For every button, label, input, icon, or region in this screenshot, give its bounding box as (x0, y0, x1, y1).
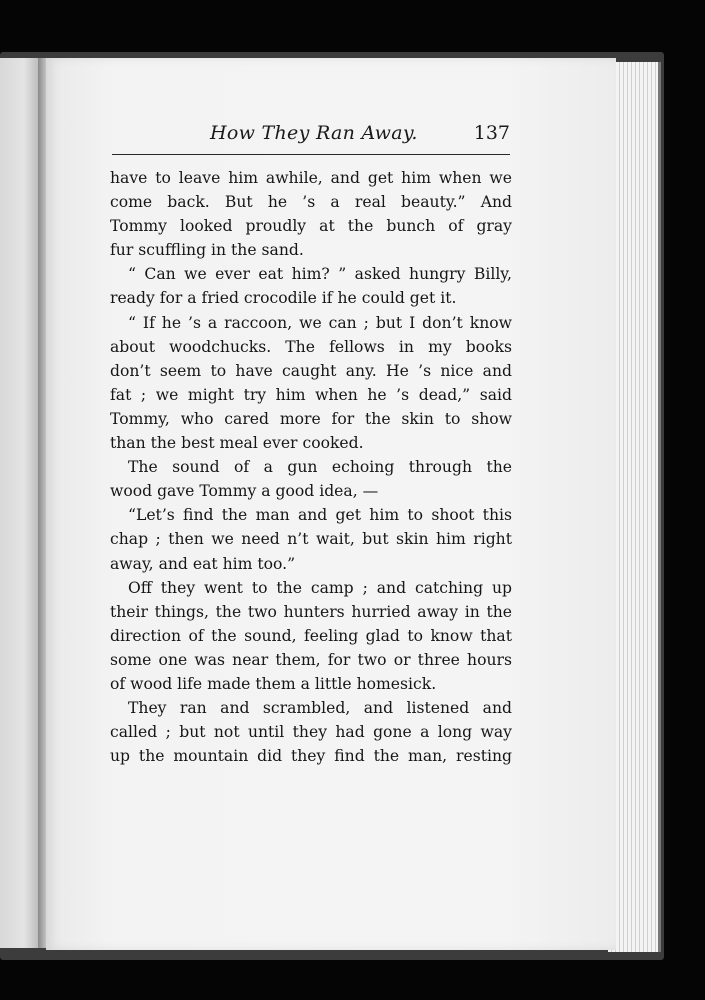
running-title: How They Ran Away. (210, 122, 418, 144)
text-line: than the best meal ever cooked. (110, 434, 364, 453)
text-line: “ Can we ever eat him? ” asked hungry Billy, (128, 265, 512, 284)
text-line: about woodchucks. The fellows in my books (110, 337, 512, 356)
left-page-edge (0, 58, 40, 948)
text-line: Off they went to the camp ; and catching up (128, 578, 512, 597)
text-line: Tommy looked proudly at the bunch of gray (110, 217, 512, 236)
text-line: of wood life made them a little homesick. (110, 674, 437, 693)
text-line: The sound of a gun echoing through the (128, 458, 512, 477)
header-rule (112, 154, 510, 155)
text-line: “ If he ’s a raccoon, we can ; but I don’t know (128, 313, 512, 332)
text-line: some one was near them, for two or three hours (110, 650, 512, 669)
text-line: ready for a fried crocodile if he could get it. (110, 289, 457, 308)
book-page (46, 58, 616, 950)
text-line: called ; but not until they had gone a long way (110, 723, 512, 742)
text-line: wood gave Tommy a good idea, — (110, 482, 379, 501)
text-line: their things, the two hunters hurried away in the (110, 602, 512, 621)
text-line: up the mountain did they find the man, resting (110, 747, 512, 766)
page-number: 137 (473, 122, 510, 144)
text-line: chap ; then we need n’t wait, but skin him right (110, 530, 512, 549)
body-text (110, 166, 512, 768)
text-line: They ran and scrambled, and listened and (128, 699, 512, 718)
text-line: come back. But he ’s a real beauty.” And (110, 193, 512, 212)
text-line: don’t seem to have caught any. He ’s nice and (110, 361, 512, 380)
text-line: Tommy, who cared more for the skin to show (110, 409, 512, 428)
page-header (110, 120, 510, 154)
text-line: fat ; we might try him when he ’s dead,” said (110, 385, 512, 404)
text-line: fur scuffling in the sand. (110, 241, 304, 260)
text-line: “Let’s find the man and get him to shoot this (128, 506, 512, 525)
text-line: have to leave him awhile, and get him when we (110, 169, 512, 187)
text-line: direction of the sound, feeling glad to know that (110, 626, 512, 645)
text-line: away, and eat him too.” (110, 554, 296, 573)
